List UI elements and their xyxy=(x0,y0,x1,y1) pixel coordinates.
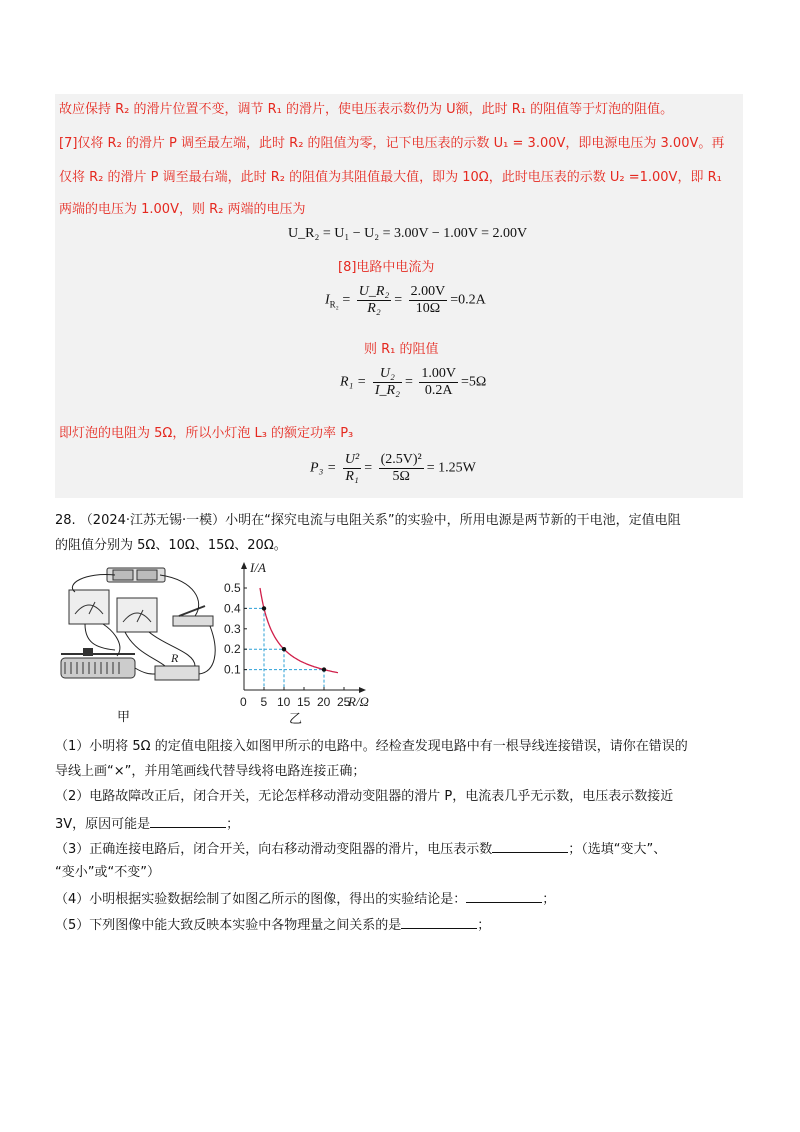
voltmeter-icon xyxy=(117,598,157,632)
current-resistance-chart xyxy=(222,558,392,718)
equation-resistance-r1: R₁ = $\frac{\text{U₂}}{\text{I\_R₂}}$ = $\frac{1.00V}{0.2A}$ =5Ω xyxy=(340,366,487,398)
y-tick-label: 0.5 xyxy=(224,581,241,595)
equation-current: $I_{R_2}$ = $\frac{\text{U\_R₂}}{\text{R₂}}$ = $\frac{2.00V}{10\Omega}$ =0.2A xyxy=(325,284,486,316)
question-stem-line-1: 28. （2024·江苏无锡·一模）小明在“探究电流与电阻关系”的实验中，所用电源是两节新的干电池，定值电阻 xyxy=(55,513,681,528)
equation-voltage-r2: U_R₂ = U₁ − U₂ = 3.00V − 1.00V = 2.00V xyxy=(288,226,528,241)
x-tick-label: 15 xyxy=(297,695,311,709)
equation-power: P₃ = $\frac{\text{U²}}{\text{R₁}}$ = $\frac{\text{(2.5V)²}}{5\Omega}$ = 1.25W xyxy=(310,452,476,484)
solution-line-3: 仅将 R₂ 的滑片 P 调至最右端，此时 R₂ 的阻值为其阻值最大值，即为 10Ω，此时电压表的示数 U₂ =1.00V，即 R₁ xyxy=(59,170,722,185)
answer-blank-5[interactable] xyxy=(401,914,477,929)
y-tick-label: 0.4 xyxy=(224,601,241,616)
subquestion-4: （4）小明根据实验数据绘制了如图乙所示的图像，得出的实验结论是： ； xyxy=(55,888,555,910)
data-point xyxy=(322,667,326,671)
answer-blank-2[interactable] xyxy=(150,813,226,828)
data-point xyxy=(262,606,266,610)
data-point xyxy=(282,647,286,651)
y-axis-label: I/A xyxy=(250,560,266,575)
subquestion-1-line-1: （1）小明将 5Ω 的定值电阻接入如图甲所示的电路中。经检查发现电路中有一根导线连接错误，请你在错误的 xyxy=(55,739,688,754)
solution-line-6: 则 R₁ 的阻值 xyxy=(364,342,439,357)
subquestion-2-line-1: （2）电路故障改正后，闭合开关，无论怎样移动滑动变阻器的滑片 P，电流表几乎无示数，电压表示数接近 xyxy=(55,789,674,804)
answer-blank-4[interactable] xyxy=(466,888,542,903)
resistor-label: R xyxy=(171,651,179,665)
subquestion-3-line-1: （3）正确连接电路后，闭合开关，向右移动滑动变阻器的滑片，电压表示数 ；（选填“变大”、 xyxy=(55,838,666,860)
figure-jia-label: 甲 xyxy=(117,710,131,725)
answer-blank-3[interactable] xyxy=(492,838,568,853)
figure-yi-label: 乙 xyxy=(289,712,303,727)
x-axis-label: R/Ω xyxy=(348,694,369,709)
question-stem-line-2: 的阻值分别为 5Ω、10Ω、15Ω、20Ω。 xyxy=(55,538,287,553)
solution-line-1: 故应保持 R₂ 的滑片位置不变，调节 R₁ 的滑片，使电压表示数仍为 U额，此时 R₁ 的阻值等于灯泡的阻值。 xyxy=(59,102,674,117)
y-tick-label: 0.2 xyxy=(224,642,241,657)
solution-line-5: [8]电路中电流为 xyxy=(338,260,435,275)
switch-icon xyxy=(173,616,213,626)
rheostat-icon xyxy=(61,658,135,678)
x-tick-label: 0 xyxy=(240,695,247,709)
y-tick-label: 0.3 xyxy=(224,621,241,636)
subquestion-3-line-2: “变小”或“不变”） xyxy=(55,865,160,880)
x-tick-label: 25 xyxy=(337,695,351,709)
resistor-icon xyxy=(155,666,199,680)
subquestion-2-line-2: 3V，原因可能是 ； xyxy=(55,813,239,835)
x-tick-label: 20 xyxy=(317,695,331,709)
subquestion-1-line-2: 导线上画“×”，并用笔画线代替导线将电路连接正确； xyxy=(55,764,366,779)
solution-line-4: 两端的电压为 1.00V，则 R₂ 两端的电压为 xyxy=(59,202,306,217)
solution-line-7: 即灯泡的电阻为 5Ω，所以小灯泡 L₃ 的额定功率 P₃ xyxy=(59,426,354,441)
x-tick-label: 10 xyxy=(277,695,291,709)
x-axis-arrow xyxy=(359,687,366,693)
solution-line-2: [7]仅将 R₂ 的滑片 P 调至最左端，此时 R₂ 的阻值为零，记下电压表的示数 U₁ = 3.00V，即电源电压为 3.00V。再 xyxy=(59,136,725,151)
x-tick-label: 5 xyxy=(260,695,268,709)
inverse-curve xyxy=(260,588,338,673)
y-axis-arrow xyxy=(241,562,247,569)
ammeter-icon xyxy=(69,590,109,624)
subquestion-5: （5）下列图像中能大致反映本实验中各物理量之间关系的是 ； xyxy=(55,914,490,936)
y-tick-label: 0.1 xyxy=(224,662,241,677)
circuit-apparatus-figure xyxy=(55,562,220,702)
